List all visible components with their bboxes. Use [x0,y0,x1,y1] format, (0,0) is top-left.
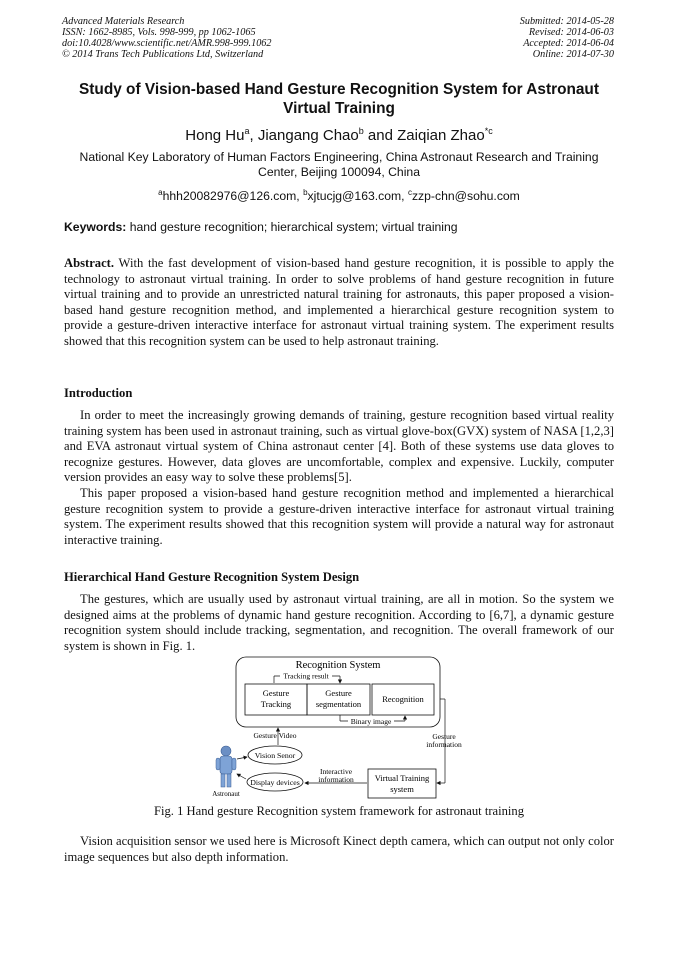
email-3: zzp-chn@sohu.com [411,189,520,204]
email-2-sup: b [303,188,308,197]
authors [60,122,618,145]
abstract [64,256,614,350]
display-to-astronaut-arrow [237,774,246,779]
interactive-information-label-2: information [318,775,354,784]
gesture-video-label: Gesture Video [253,731,297,740]
journal-doi: doi:10.4028/www.scientific.net/AMR.998-999.1062 [62,38,272,49]
abstract-text: With the fast development of vision-based hand gesture recognition, it is possible to apply the technology to astronaut virtual training. In order to solve problems of hand gesture recognition in future virtual training and to provide an unrestricted natural training for astronauts, this paper proposed a vision-based hand gesture recognition method, and implemented a hierarchical gesture recognition system to provide a gesture-driven interactive interface for astronaut virtual training system. The experiment results showed that this recognition system can be used to help astronaut training. [64,256,614,348]
date-submitted: Submitted: 2014-05-28 [519,16,614,27]
email-2: xjtucjg@163.com, [307,189,408,204]
gesture-information-label-1: Gesture [432,732,456,741]
astronaut-icon [216,746,236,787]
design-body [64,592,614,654]
closing-body [64,834,614,865]
journal-issn: ISSN: 1662-8985, Vols. 998-999, pp 1062-1065 [62,27,256,38]
binary-image-label: Binary image [350,717,392,726]
title-line-2: Virtual Training [283,100,395,117]
emails [60,185,618,204]
email-1: hhh20082976@126.com, [162,189,304,204]
author-sep: and [363,127,398,144]
author-2: Jiangang Chao [257,127,359,144]
introduction-paragraph-1: In order to meet the increasingly growing demands of training, gesture recognition based virtual reality training system has been used in astronaut training, such as virtual glove-box(GVX) system of NASA [1,2,3] and EVA astronaut virtual system of China astronaut center [4]. Both of these systems use data gloves to recognize gestures. However, data gloves are uncomfortable, complex and expensive. Luckily, computer version provides an easy way to solve these problems[5]. [64,408,614,485]
date-revised: Revised: 2014-06-03 [528,27,614,38]
journal-name: Advanced Materials Research [62,16,185,27]
figure-1 [200,655,480,800]
email-1-sup: a [158,188,163,197]
affiliation-line-1: National Key Laboratory of Human Factors Engineering, China Astronaut Research and Training [79,150,599,164]
astronaut-to-sensor-arrow [237,757,247,759]
display-devices-label: Display devices [250,778,300,787]
gesture-information-label-2: information [426,740,462,749]
design-heading: Hierarchical Hand Gesture Recognition System Design [64,570,360,584]
gesture-segmentation-label-2: segmentation [315,699,362,709]
virtual-training-label-2: system [390,784,414,794]
journal-copyright: © 2014 Trans Tech Publications Ltd, Switzerland [62,49,264,60]
author-2-sup: b [358,126,364,136]
recognition-system-label: Recognition System [295,660,381,671]
virtual-training-label-1: Virtual Training [374,773,430,783]
abstract-label: Abstract. [64,256,115,270]
system-framework-diagram [200,655,480,800]
gesture-tracking-label-2: Tracking [260,699,292,709]
keywords-text: hand gesture recognition; hierarchical system; virtual training [126,220,458,234]
author-sep: , [249,127,258,144]
tracking-result-label: Tracking result [283,671,329,681]
keywords-label: Keywords: [64,220,127,234]
author-1-sup: a [244,126,250,136]
title-line-1: Study of Vision-based Hand Gesture Recognition System for Astronaut [79,81,599,98]
affiliation-line-2: Center, Beijing 100094, China [258,165,420,179]
vision-sensor-label: Vision Senor [254,751,296,760]
interactive-information-label-1: Interactive [319,767,353,776]
date-online: Online: 2014-07-30 [532,49,614,60]
introduction-paragraph-2: This paper proposed a vision-based hand gesture recognition method and implemented a hierarchical gesture recognition system to provide a gesture-driven interactive interface for astronaut virtual training system. The experiment results showed that this recognition system will provide a natural way for astronaut interactive training. [64,485,614,547]
gesture-tracking-label-1: Gesture [262,688,290,698]
dates-header [520,16,614,60]
closing-paragraph: Vision acquisition sensor we used here is Microsoft Kinect depth camera, which can output not only color image sequences but also depth information. [64,834,614,864]
author-1: Hong Hu [185,127,245,144]
paper-title [60,80,618,118]
introduction-body [64,408,614,548]
gesture-segmentation-label-1: Gesture [325,688,352,698]
journal-header [62,16,271,60]
affiliation [60,150,618,180]
recognition-label: Recognition [382,694,424,704]
email-3-sup: c [407,188,412,197]
keywords [64,220,624,235]
author-3-sup: *c [484,126,493,136]
figure-1-caption: Fig. 1 Hand gesture Recognition system framework for astronaut training [153,804,525,818]
design-paragraph-1: The gestures, which are usually used by astronaut virtual training, are all in motion. So the system we designed aims at the problems of dynamic hand gesture recognition. According to [6,7], a dynamic gesture recognition system should include tracking, segmentation, and recognition. The overall framework of our system is shown in Fig. 1. [64,592,614,653]
author-3: Zaiqian Zhao [397,127,485,144]
astronaut-label: Astronaut [212,790,240,798]
date-accepted: Accepted: 2014-06-04 [523,38,614,49]
introduction-heading: Introduction [64,386,133,400]
